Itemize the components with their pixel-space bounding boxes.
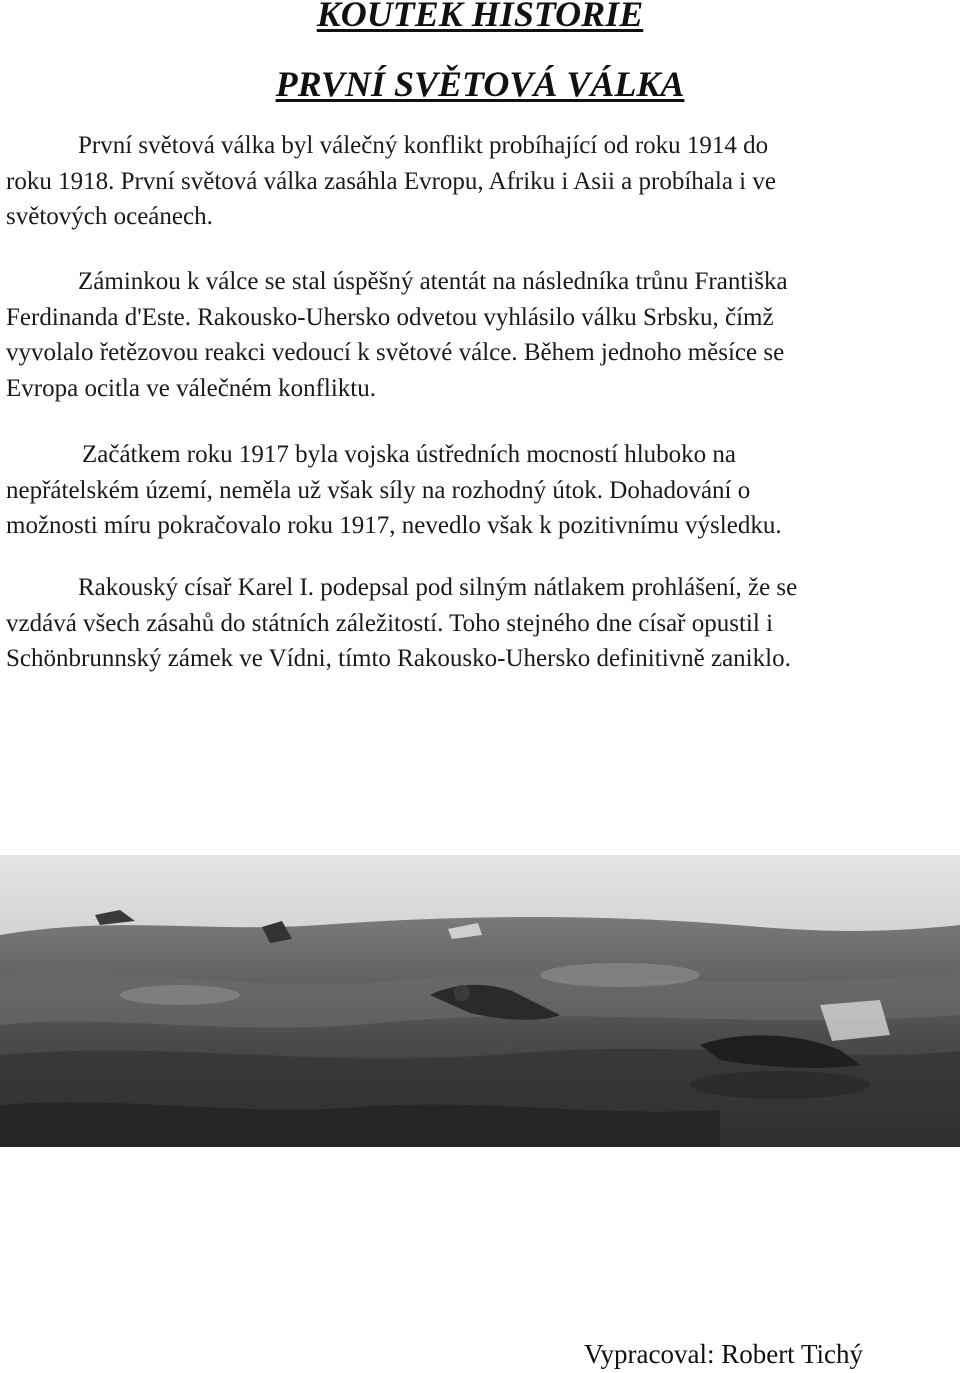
text-line: možnosti míru pokračovalo roku 1917, nevedlo však k pozitivnímu výsledku. xyxy=(6,512,782,539)
text-line: Rakouský císař Karel I. podepsal pod silným nátlakem prohlášení, že se xyxy=(78,574,798,601)
text-line: Schönbrunnský zámek ve Vídni, tímto Rakousko-Uhersko definitivně zaniklo. xyxy=(6,645,791,672)
text-line: Ferdinanda d'Este. Rakousko-Uhersko odvetou vyhlásilo válku Srbsku, čímž xyxy=(6,303,774,331)
battlefield-photo-icon xyxy=(0,855,960,1147)
text-line: Začátkem roku 1917 byla vojska ústředních mocností hluboko na xyxy=(82,441,737,468)
author-credit: Vypracoval: Robert Tichý xyxy=(584,1339,863,1369)
text-line: roku 1918. První světová válka zasáhla Evropu, Afriku i Asii a probíhala i ve xyxy=(6,167,776,195)
text-line: světových oceánech. xyxy=(6,203,213,230)
text-line: vzdává všech zásahů do státních záležitostí. Toho stejného dne císař opustil i xyxy=(6,609,774,637)
article-title: PRVNÍ SVĚTOVÁ VÁLKA xyxy=(275,64,685,104)
text-line: Záminkou k válce se stal úspěšný atentát na následníka trůnu Františka xyxy=(78,268,788,295)
paragraph-pretext xyxy=(6,264,956,406)
battlefield-photo xyxy=(0,855,960,1147)
text-line: Evropa ocitla ve válečném konfliktu. xyxy=(6,374,377,402)
paragraph-1917 xyxy=(6,437,956,544)
paragraph-end xyxy=(6,570,956,677)
text-line: První světová válka byl válečný konflikt probíhající od roku 1914 do xyxy=(78,132,769,159)
text-line: vyvolalo řetězovou reakci vedoucí k světové válce. Během jednoho měsíce se xyxy=(6,339,785,366)
paragraph-intro xyxy=(6,128,956,235)
section-heading: KOUTEK HISTORIE xyxy=(316,0,644,34)
text-line: nepřátelském území, neměla už však síly na rozhodný útok. Dohadování o xyxy=(6,476,751,504)
